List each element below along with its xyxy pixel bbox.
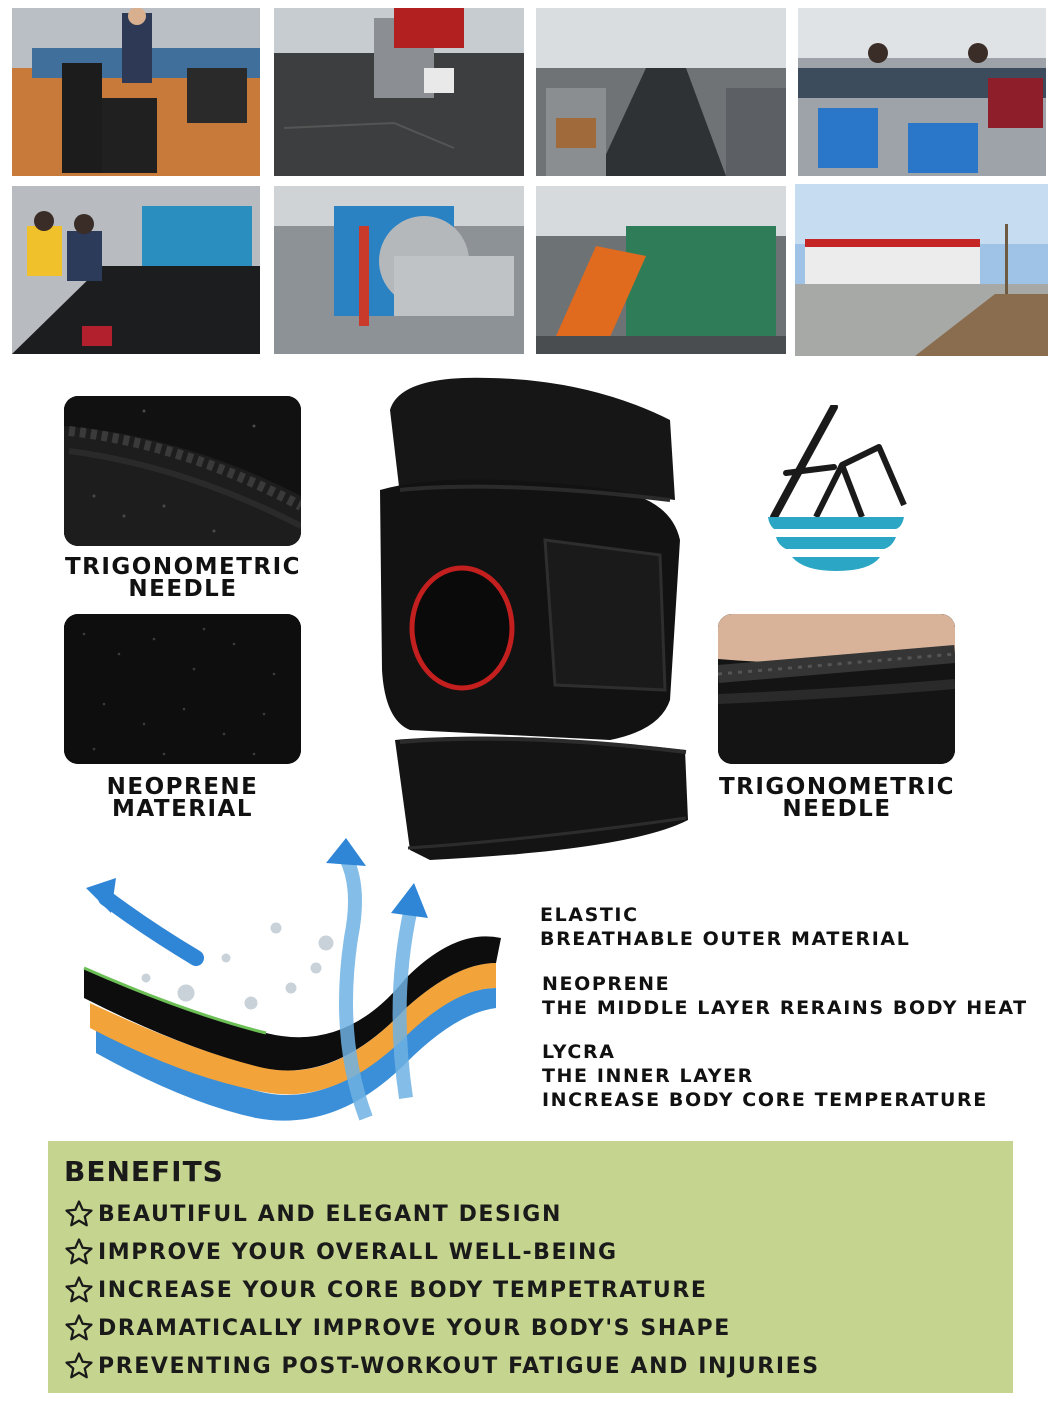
layer-description-neoprene: NEOPRENE THE MIDDLE LAYER RERAINS BODY HEAT <box>542 973 1028 1019</box>
trigonometric-needle-swatch-right <box>718 614 955 764</box>
benefits-panel <box>48 1141 1013 1393</box>
material-label-neoprene: NEOPRENE MATERIAL <box>106 774 259 822</box>
neoprene-swatch <box>64 614 301 764</box>
factory-photo-building-exterior <box>795 184 1048 356</box>
brand-logo <box>764 405 908 575</box>
benefit-item <box>64 1196 562 1232</box>
factory-photo-cutting-machine <box>274 8 524 176</box>
material-label-trig-needle-right: TRIGONOMETRIC NEEDLE <box>718 774 956 822</box>
layer-description-elastic: ELASTIC BREATHABLE OUTER MATERIAL <box>540 904 911 950</box>
factory-photo-laminating-machine <box>274 186 524 354</box>
trigonometric-needle-swatch-top <box>64 396 301 546</box>
benefit-item <box>64 1234 618 1270</box>
benefit-text: IMPROVE YOUR OVERALL WELL-BEING <box>98 1239 618 1265</box>
fabric-layers-illustration <box>76 838 506 1138</box>
star-outline-icon <box>64 1199 94 1229</box>
star-outline-icon <box>64 1275 94 1305</box>
benefit-text: BEAUTIFUL AND ELEGANT DESIGN <box>98 1201 562 1227</box>
factory-photo-sewing-workers <box>798 8 1046 176</box>
benefit-item <box>64 1348 820 1384</box>
knee-brace-image <box>370 370 700 870</box>
factory-photo-foam-rolls <box>12 8 260 176</box>
benefit-item <box>64 1272 708 1308</box>
benefit-item <box>64 1310 731 1346</box>
layer-description-lycra: LYCRA THE INNER LAYER INCREASE BODY CORE TEMPERATURE <box>542 1041 988 1111</box>
material-label-trig-needle-top: TRIGONOMETRIC NEEDLE <box>64 554 302 602</box>
star-outline-icon <box>64 1313 94 1343</box>
benefit-text: INCREASE YOUR CORE BODY TEMPETRATURE <box>98 1277 708 1303</box>
factory-photo-assembly-line <box>536 8 786 176</box>
factory-photo-green-machinery <box>536 186 786 354</box>
benefit-text: DRAMATICALLY IMPROVE YOUR BODY'S SHAPE <box>98 1315 731 1341</box>
star-outline-icon <box>64 1237 94 1267</box>
benefit-text: PREVENTING POST-WORKOUT FATIGUE AND INJURIES <box>98 1353 820 1379</box>
star-outline-icon <box>64 1351 94 1381</box>
benefits-title: BENEFITS <box>64 1155 224 1188</box>
factory-photo-conveyor-workers <box>12 186 260 354</box>
